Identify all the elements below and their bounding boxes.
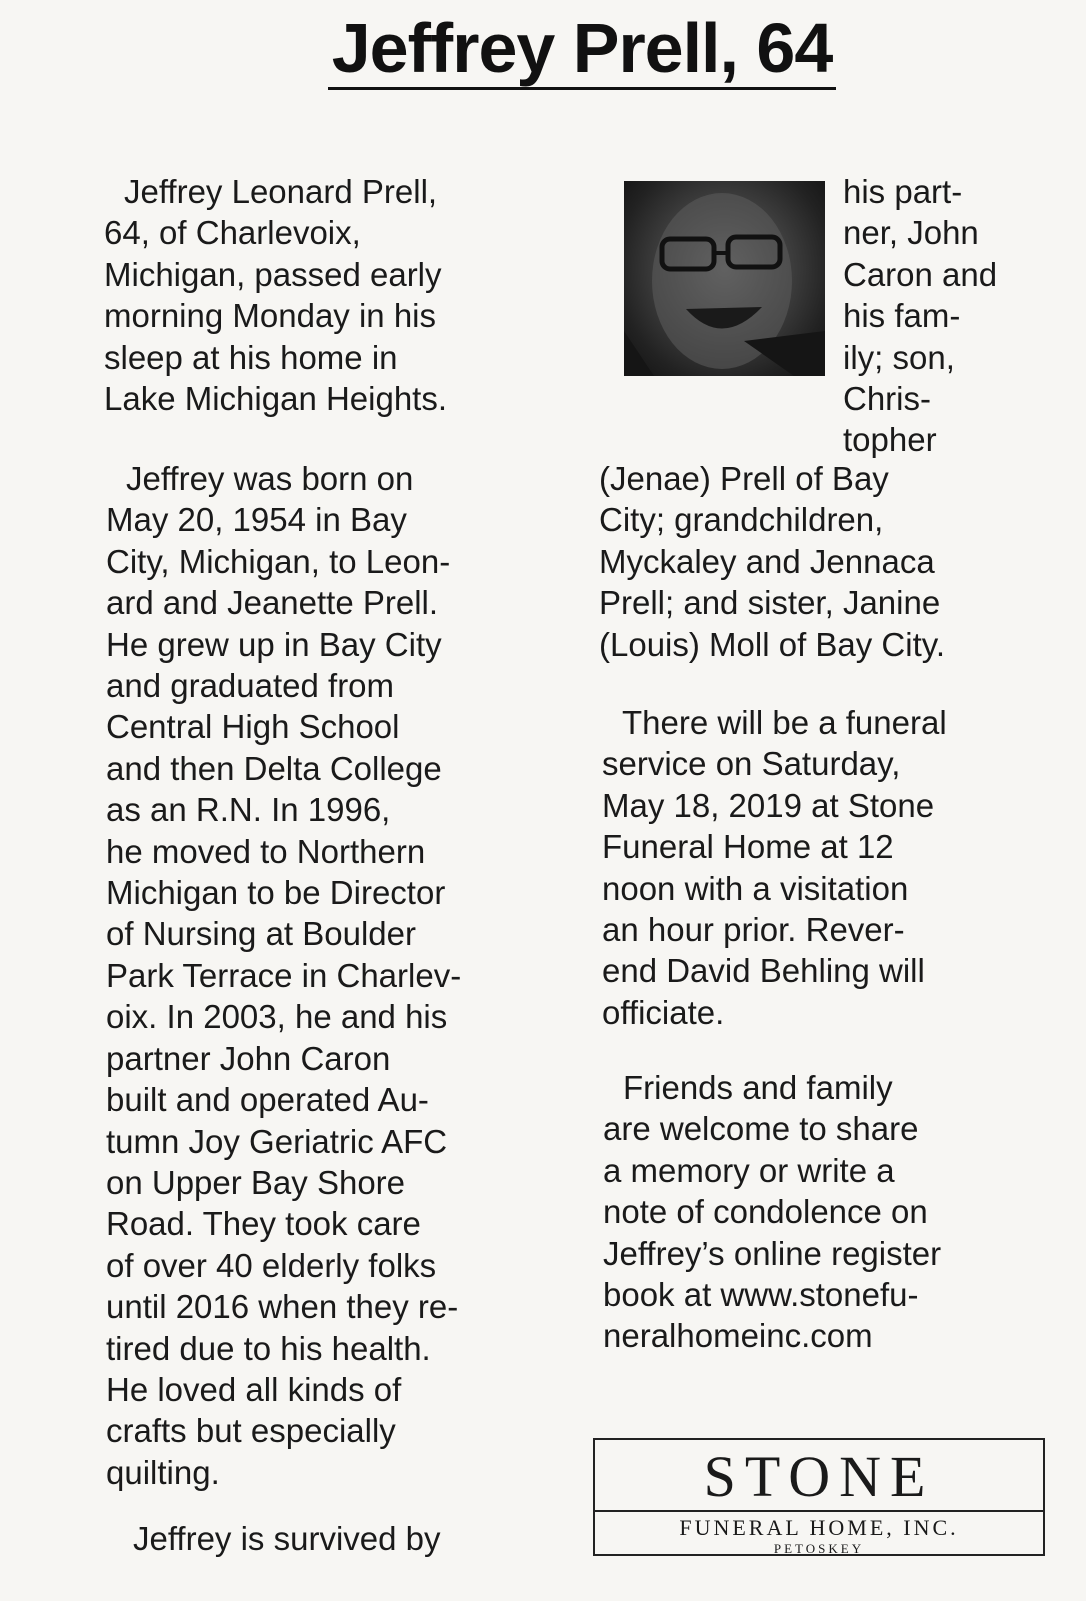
text-line: are welcome to share — [603, 1110, 919, 1148]
text-line: partner John Caron — [106, 1039, 391, 1077]
logo-name: STONE — [703, 1444, 935, 1509]
text-line: and graduated from — [106, 667, 395, 705]
text-line: May 18, 2019 at Stone — [602, 786, 935, 824]
text-line: There will be a funeral — [622, 704, 947, 741]
text-line: on Upper Bay Shore — [106, 1163, 406, 1201]
text-line: Central High School — [106, 708, 400, 746]
text-line: tired due to his health. — [106, 1329, 431, 1367]
text-line: neralhomeinc.com — [603, 1317, 873, 1355]
text-line: (Jenae) Prell of Bay — [599, 460, 889, 497]
text-line: Lake Michigan Heights. — [104, 380, 448, 418]
portrait-photo — [624, 181, 825, 376]
text-line: ard and Jeanette Prell. — [106, 584, 439, 622]
text-line: Caron and — [843, 255, 998, 293]
text-line: note of condolence on — [603, 1193, 928, 1231]
paragraph-intro — [104, 171, 447, 419]
text-line: City; grandchildren, — [599, 501, 884, 539]
paragraph-survivors-wrap — [843, 171, 997, 461]
text-line: his part- — [843, 173, 963, 210]
text-line: sleep at his home in — [104, 338, 398, 376]
text-line: Road. They took care — [106, 1205, 421, 1243]
paragraph-service — [602, 702, 947, 1033]
text-line: as an R.N. In 1996, — [106, 791, 391, 829]
text-line: Jeffrey was born on — [126, 460, 414, 497]
text-line: and then Delta College — [106, 749, 442, 787]
paragraph-biography — [106, 458, 461, 1493]
text-line: He grew up in Bay City — [106, 625, 442, 663]
text-line: noon with a visitation — [602, 869, 909, 907]
text-line: Prell; and sister, Janine — [599, 584, 941, 622]
text-line: Michigan, passed early — [104, 255, 442, 293]
text-line: He loved all kinds of — [106, 1370, 402, 1408]
text-line: an hour prior. Rever- — [602, 911, 905, 949]
text-line: topher — [843, 421, 937, 459]
text-line: Jeffrey is survived by — [133, 1520, 441, 1557]
text-line: (Louis) Moll of Bay City. — [599, 625, 945, 663]
title-text: Jeffrey Prell, 64 — [328, 9, 837, 90]
text-line: of over 40 elderly folks — [106, 1246, 437, 1284]
logo-divider — [595, 1510, 1043, 1512]
text-line: May 20, 1954 in Bay — [106, 501, 407, 539]
text-line: Chris- — [843, 380, 931, 418]
paragraph-survivors — [599, 458, 945, 665]
text-line: book at www.stonefu- — [603, 1276, 919, 1314]
text-line: of Nursing at Boulder — [106, 915, 417, 953]
text-line: service on Saturday, — [602, 745, 901, 783]
text-line: Park Terrace in Charlev- — [106, 956, 462, 994]
text-line: Myckaley and Jennaca — [599, 542, 935, 580]
text-line: City, Michigan, to Leon- — [106, 542, 451, 580]
text-line: a memory or write a — [603, 1151, 895, 1189]
text-line: he moved to Northern — [106, 832, 426, 870]
text-line: quilting. — [106, 1453, 220, 1491]
text-line: morning Monday in his — [104, 297, 436, 335]
portrait-image — [624, 181, 825, 376]
text-line: ily; son, — [843, 338, 955, 376]
funeral-home-logo — [593, 1438, 1045, 1556]
paragraph-condolence — [603, 1067, 941, 1357]
text-line: 64, of Charlevoix, — [104, 214, 361, 252]
text-line: Michigan to be Director — [106, 874, 446, 912]
logo-subtitle: FUNERAL HOME, INC. — [679, 1515, 959, 1540]
text-line: Funeral Home at 12 — [602, 828, 894, 866]
text-line: end David Behling will — [602, 952, 925, 990]
obituary-title — [0, 8, 1086, 90]
text-line: tumn Joy Geriatric AFC — [106, 1122, 448, 1160]
text-line: officiate. — [602, 993, 725, 1031]
logo-city: PETOSKEY — [773, 1541, 865, 1556]
text-line: oix. In 2003, he and his — [106, 998, 448, 1036]
text-line: ner, John — [843, 214, 979, 252]
text-line: Friends and family — [623, 1069, 893, 1106]
text-line: built and operated Au- — [106, 1081, 429, 1119]
text-line: Jeffrey Leonard Prell, — [124, 173, 438, 210]
paragraph-survived-start — [113, 1518, 441, 1559]
text-line: until 2016 when they re- — [106, 1288, 459, 1326]
text-line: his fam- — [843, 297, 961, 335]
text-line: crafts but especially — [106, 1412, 396, 1450]
text-line: Jeffrey’s online register — [603, 1234, 942, 1272]
